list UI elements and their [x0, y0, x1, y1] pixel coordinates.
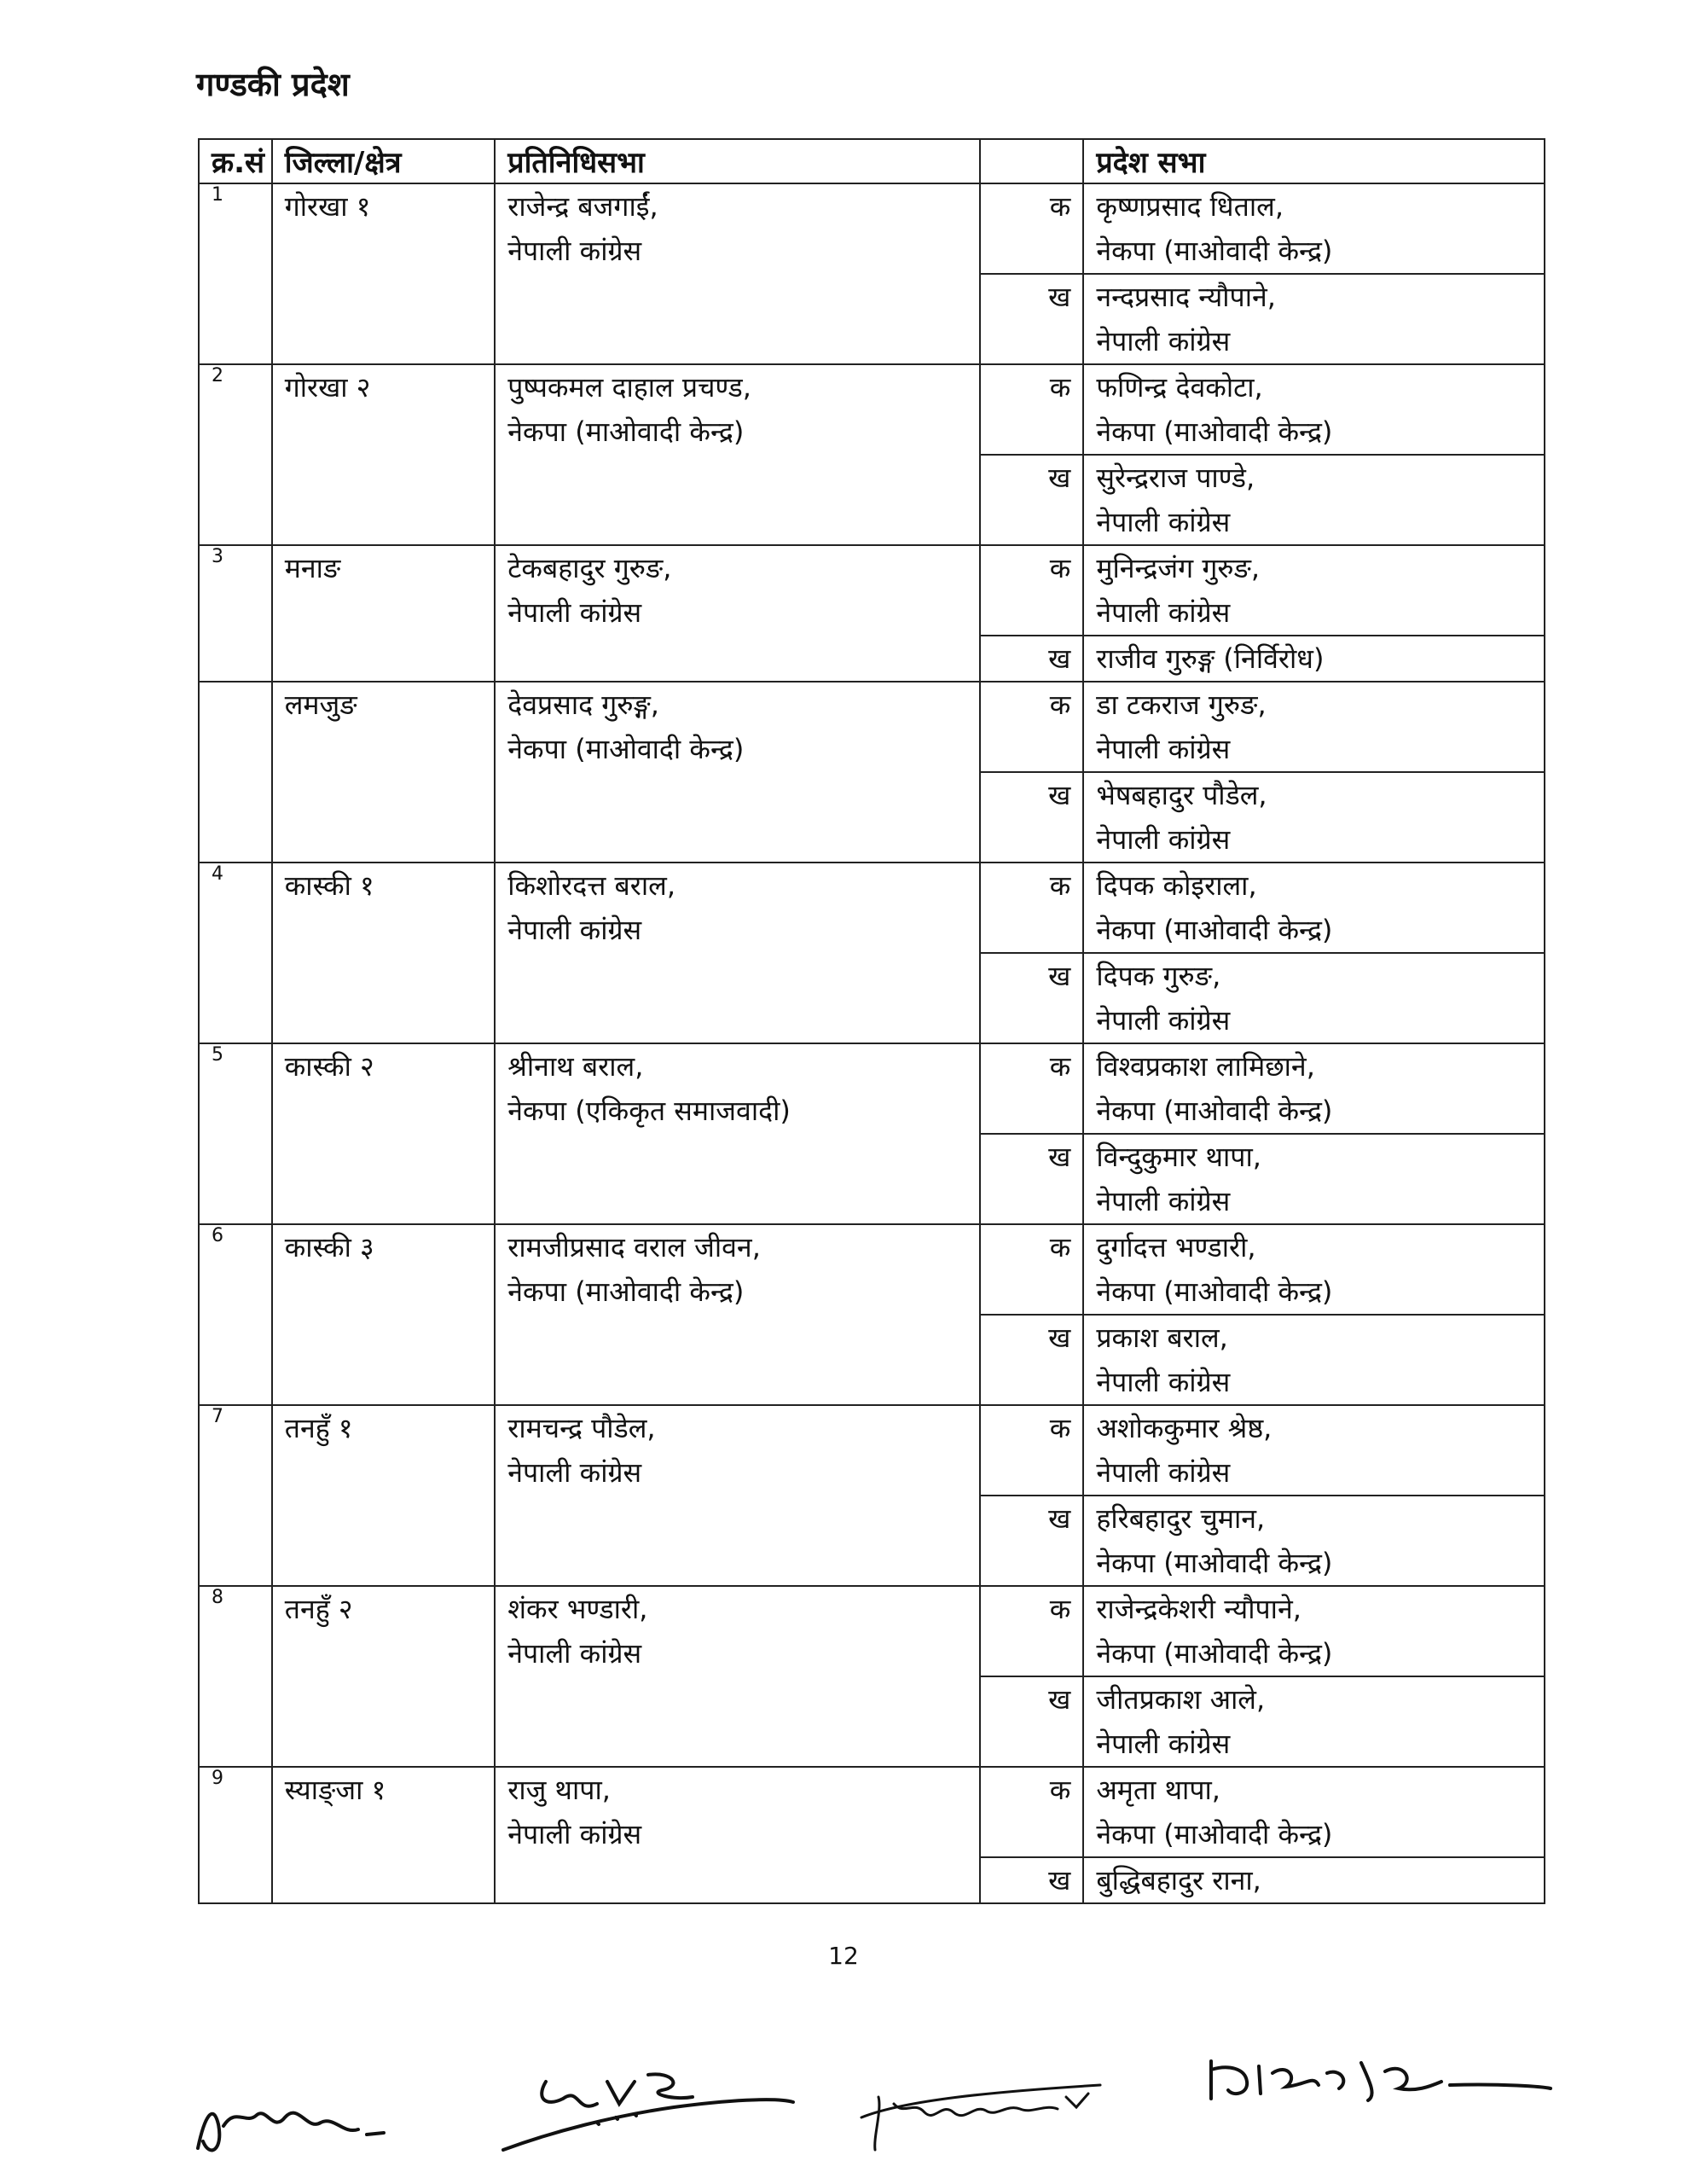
province-member-cell	[1083, 274, 1545, 364]
province-member-cell	[1083, 863, 1545, 953]
representative-cell	[495, 863, 980, 1043]
province-member-cell	[1083, 1496, 1545, 1586]
representative-party: नेपाली कांग्रेस	[507, 1818, 642, 1850]
district-cell: स्याङ्जा १	[272, 1767, 496, 1903]
representative-party: नेकपा (माओवादी केन्द्र)	[507, 415, 745, 448]
representative-cell	[495, 1224, 980, 1405]
table-row	[199, 1043, 1545, 1134]
province-sub-label: ख	[980, 1134, 1083, 1224]
election-results-table	[198, 138, 1545, 1904]
province-member-party: नेकपा (माओवादी केन्द्र)	[1096, 1818, 1333, 1850]
province-member-party: नेकपा (माओवादी केन्द्र)	[1096, 1547, 1333, 1579]
header-serial: क्र.सं	[199, 139, 272, 183]
district-cell: कास्की २	[272, 1043, 496, 1224]
representative-name: पुष्पकमल दाहाल प्रचण्ड,	[507, 371, 751, 404]
table-row	[199, 1586, 1545, 1676]
serial-number-cell: 6	[199, 1224, 272, 1405]
header-province: प्रदेश सभा	[1083, 139, 1545, 183]
province-member-cell	[1083, 1586, 1545, 1676]
province-member-name: दिपक कोइराला,	[1096, 869, 1257, 902]
serial-number-cell: 5	[199, 1043, 272, 1224]
signature-2-icon	[503, 2074, 793, 2150]
representative-party: नेकपा (एकिकृत समाजवादी)	[507, 1095, 791, 1127]
representative-name: राजेन्द्र बजगाईं,	[507, 190, 658, 223]
district-cell: तनहुँ २	[272, 1586, 496, 1767]
district-cell: कास्की ३	[272, 1224, 496, 1405]
province-member-cell	[1083, 1767, 1545, 1857]
province-member-party: नेकपा (माओवादी केन्द्र)	[1096, 235, 1333, 267]
province-member-cell	[1083, 636, 1545, 682]
province-member-name: अमृता थापा,	[1096, 1774, 1220, 1806]
province-sub-label: ख	[980, 953, 1083, 1043]
district-cell: लमजुङ	[272, 682, 496, 863]
header-district: जिल्ला/क्षेत्र	[272, 139, 496, 183]
serial-number-cell: 7	[199, 1405, 272, 1586]
table-row	[199, 1405, 1545, 1496]
table-row	[199, 1767, 1545, 1857]
representative-cell	[495, 1767, 980, 1903]
table-row	[199, 1224, 1545, 1315]
province-sub-label: क	[980, 682, 1083, 772]
serial-number-cell: 2	[199, 364, 272, 545]
province-sub-label: क	[980, 1224, 1083, 1315]
province-member-cell	[1083, 545, 1545, 636]
representative-party: नेपाली कांग्रेस	[507, 914, 642, 946]
province-member-cell	[1083, 1676, 1545, 1767]
representative-name: रामजीप्रसाद वराल जीवन,	[507, 1231, 761, 1263]
province-member-cell	[1083, 364, 1545, 455]
province-member-cell	[1083, 772, 1545, 863]
province-member-name: डा टकराज गुरुङ,	[1096, 688, 1267, 721]
representative-name: देवप्रसाद गुरुङ्ग,	[507, 688, 659, 721]
province-member-party: नेपाली कांग्रेस	[1096, 596, 1231, 629]
province-member-name: भेषबहादुर पौडेल,	[1096, 779, 1267, 811]
serial-number-cell: 4	[199, 863, 272, 1043]
header-sub	[980, 139, 1083, 183]
signature-4-icon	[1211, 2061, 1551, 2100]
representative-cell	[495, 1586, 980, 1767]
representative-party: नेपाली कांग्रेस	[507, 596, 642, 629]
district-cell: तनहुँ १	[272, 1405, 496, 1586]
representative-party: नेकपा (माओवादी केन्द्र)	[507, 1275, 745, 1308]
province-sub-label: क	[980, 1767, 1083, 1857]
province-member-name: फणिन्द्र देवकोटा,	[1096, 371, 1263, 404]
table-row	[199, 364, 1545, 455]
province-member-name: राजीव गुरुङ्ग (निर्विरोध)	[1096, 642, 1325, 675]
representative-party: नेपाली कांग्रेस	[507, 1456, 642, 1489]
province-member-party: नेपाली कांग्रेस	[1096, 325, 1231, 357]
header-representative: प्रतिनिधिसभा	[495, 139, 980, 183]
serial-number-cell: 1	[199, 183, 272, 364]
table-row	[199, 183, 1545, 274]
province-member-name: अशोककुमार श्रेष्ठ,	[1096, 1412, 1272, 1444]
representative-cell	[495, 1405, 980, 1586]
serial-number-cell: 8	[199, 1586, 272, 1767]
province-sub-label: क	[980, 183, 1083, 274]
province-sub-label: क	[980, 1405, 1083, 1496]
province-sub-label: ख	[980, 1496, 1083, 1586]
serial-number-cell: 3	[199, 545, 272, 682]
province-member-name: विन्दुकुमार थापा,	[1096, 1141, 1261, 1173]
province-sub-label: ख	[980, 274, 1083, 364]
province-member-name: प्रकाश बराल,	[1096, 1321, 1228, 1354]
province-member-party: नेपाली कांग्रेस	[1096, 1456, 1231, 1489]
province-member-cell	[1083, 1405, 1545, 1496]
province-sub-label: क	[980, 863, 1083, 953]
province-member-party: नेपाली कांग्रेस	[1096, 1728, 1231, 1760]
province-member-party: नेपाली कांग्रेस	[1096, 1185, 1231, 1217]
province-sub-label: ख	[980, 455, 1083, 545]
province-member-name: सुरेन्द्रराज पाण्डे,	[1096, 462, 1255, 494]
representative-party: नेपाली कांग्रेस	[507, 235, 642, 267]
representative-name: शंकर भण्डारी,	[507, 1593, 648, 1625]
province-member-name: जीतप्रकाश आले,	[1096, 1683, 1266, 1716]
representative-name: श्रीनाथ बराल,	[507, 1050, 644, 1083]
province-member-party: नेकपा (माओवादी केन्द्र)	[1096, 415, 1333, 448]
table-header-row	[199, 139, 1545, 183]
province-member-name: हरिबहादुर चुमान,	[1096, 1502, 1266, 1535]
district-cell: मनाङ	[272, 545, 496, 682]
province-member-name: दुर्गादत्त भण्डारी,	[1096, 1231, 1256, 1263]
province-member-name: विश्वप्रकाश लामिछाने,	[1096, 1050, 1315, 1083]
province-member-cell	[1083, 682, 1545, 772]
table-row	[199, 682, 1545, 772]
province-member-cell	[1083, 953, 1545, 1043]
representative-cell	[495, 545, 980, 682]
serial-number-cell: 9	[199, 1767, 272, 1903]
province-member-party: नेकपा (माओवादी केन्द्र)	[1096, 1275, 1333, 1308]
province-member-party: नेपाली कांग्रेस	[1096, 733, 1231, 765]
serial-number-cell	[199, 682, 272, 863]
province-member-party: नेपाली कांग्रेस	[1096, 1004, 1231, 1037]
province-sub-label: क	[980, 545, 1083, 636]
province-member-party: नेपाली कांग्रेस	[1096, 506, 1231, 538]
province-sub-label: क	[980, 1043, 1083, 1134]
province-member-party: नेपाली कांग्रेस	[1096, 1366, 1231, 1398]
representative-name: किशोरदत्त बराल,	[507, 869, 676, 902]
province-sub-label: क	[980, 1586, 1083, 1676]
province-member-party: नेकपा (माओवादी केन्द्र)	[1096, 1095, 1333, 1127]
province-member-cell	[1083, 455, 1545, 545]
province-member-party: नेकपा (माओवादी केन्द्र)	[1096, 1637, 1333, 1670]
province-member-party: नेकपा (माओवादी केन्द्र)	[1096, 914, 1333, 946]
province-member-cell	[1083, 1857, 1545, 1903]
representative-name: राजु थापा,	[507, 1774, 611, 1806]
signature-3-icon	[861, 2085, 1100, 2150]
representative-cell	[495, 364, 980, 545]
representative-cell	[495, 183, 980, 364]
district-cell: गोरखा २	[272, 364, 496, 545]
province-sub-label: ख	[980, 772, 1083, 863]
page-title: गण्डकी प्रदेश	[196, 66, 350, 103]
table-row	[199, 863, 1545, 953]
table-body	[199, 183, 1545, 1903]
representative-party: नेकपा (माओवादी केन्द्र)	[507, 733, 745, 765]
table-row	[199, 545, 1545, 636]
district-cell: कास्की १	[272, 863, 496, 1043]
signatures	[0, 2022, 1687, 2175]
representative-name: टेकबहादुर गुरुङ,	[507, 552, 672, 584]
province-member-name: मुनिन्द्रजंग गुरुङ,	[1096, 552, 1261, 584]
representative-cell	[495, 682, 980, 863]
page-number: 12	[828, 1942, 859, 1970]
province-sub-label: ख	[980, 1857, 1083, 1903]
province-member-name: दिपक गुरुङ,	[1096, 960, 1221, 992]
province-member-cell	[1083, 183, 1545, 274]
province-member-name: नन्दप्रसाद न्यौपाने,	[1096, 281, 1276, 313]
province-member-cell	[1083, 1043, 1545, 1134]
province-sub-label: क	[980, 364, 1083, 455]
signature-1-icon	[198, 2113, 384, 2151]
province-member-name: कृष्णप्रसाद धिताल,	[1096, 190, 1284, 223]
province-member-name: राजेन्द्रकेशरी न्यौपाने,	[1096, 1593, 1301, 1625]
province-sub-label: ख	[980, 1676, 1083, 1767]
district-cell: गोरखा १	[272, 183, 496, 364]
province-member-party: नेपाली कांग्रेस	[1096, 823, 1231, 856]
province-member-name: बुद्धिबहादुर राना,	[1096, 1864, 1261, 1896]
province-member-cell	[1083, 1134, 1545, 1224]
province-sub-label: ख	[980, 636, 1083, 682]
representative-name: रामचन्द्र पौडेल,	[507, 1412, 656, 1444]
province-sub-label: ख	[980, 1315, 1083, 1405]
province-member-cell	[1083, 1224, 1545, 1315]
representative-cell	[495, 1043, 980, 1224]
province-member-cell	[1083, 1315, 1545, 1405]
representative-party: नेपाली कांग्रेस	[507, 1637, 642, 1670]
